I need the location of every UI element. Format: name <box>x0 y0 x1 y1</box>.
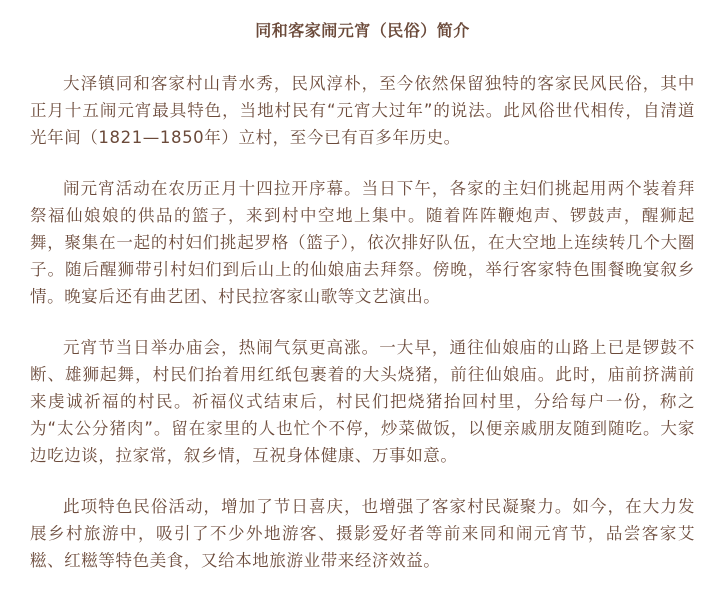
paragraph-4: 此项特色民俗活动，增加了节日喜庆，也增强了客家村民凝聚力。如今，在大力发展乡村旅游中，吸引了不少外地游客、摄影爱好者等前来同和闹元宵节，品尝客家艾糍、红糍等特色美食，又给本地旅游业带来经济效益。 <box>30 497 695 570</box>
article-title: 同和客家闹元宵（民俗）简介 <box>255 21 470 40</box>
paragraph-3: 元宵节当日举办庙会，热闹气氛更高涨。一大早，通往仙娘庙的山路上已是锣鼓不断、雄狮起舞，村民们抬着用红纸包裹着的大头烧猪，前往仙娘庙。此时，庙前挤满前来虔诚祈福的村民。祈福仪式结束后，村民们把烧猪抬回村里，分给每户一份，称之为“太公分猪肉”。留在家里的人也忙个不停，炒菜做饭，以便亲戚朋友随到随吃。大家边吃边谈，拉家常，叙乡情，互祝身体健康、万事如意。 <box>30 338 695 465</box>
paragraph-1: 大泽镇同和客家村山青水秀，民风淳朴，至今依然保留独特的客家民风民俗，其中正月十五闹元宵最具特色，当地村民有“元宵大过年”的说法。此风俗世代相传，自清道光年间（1821—1850年）立村，至今已有百多年历史。 <box>30 74 695 147</box>
paragraph-2: 闹元宵活动在农历正月十四拉开序幕。当日下午，各家的主妇们挑起用两个装着拜祭福仙娘娘的供品的篮子，来到村中空地上集中。随着阵阵鞭炮声、锣鼓声，醒狮起舞，聚集在一起的村妇们挑起罗格（篮子），依次排好队伍，在大空地上连续转几个大圈子。随后醒狮带引村妇们到后山上的仙娘庙去拜祭。傍晚，举行客家特色围餐晚宴叙乡情。晚宴后还有曲艺团、村民拉客家山歌等文艺演出。 <box>30 179 695 306</box>
